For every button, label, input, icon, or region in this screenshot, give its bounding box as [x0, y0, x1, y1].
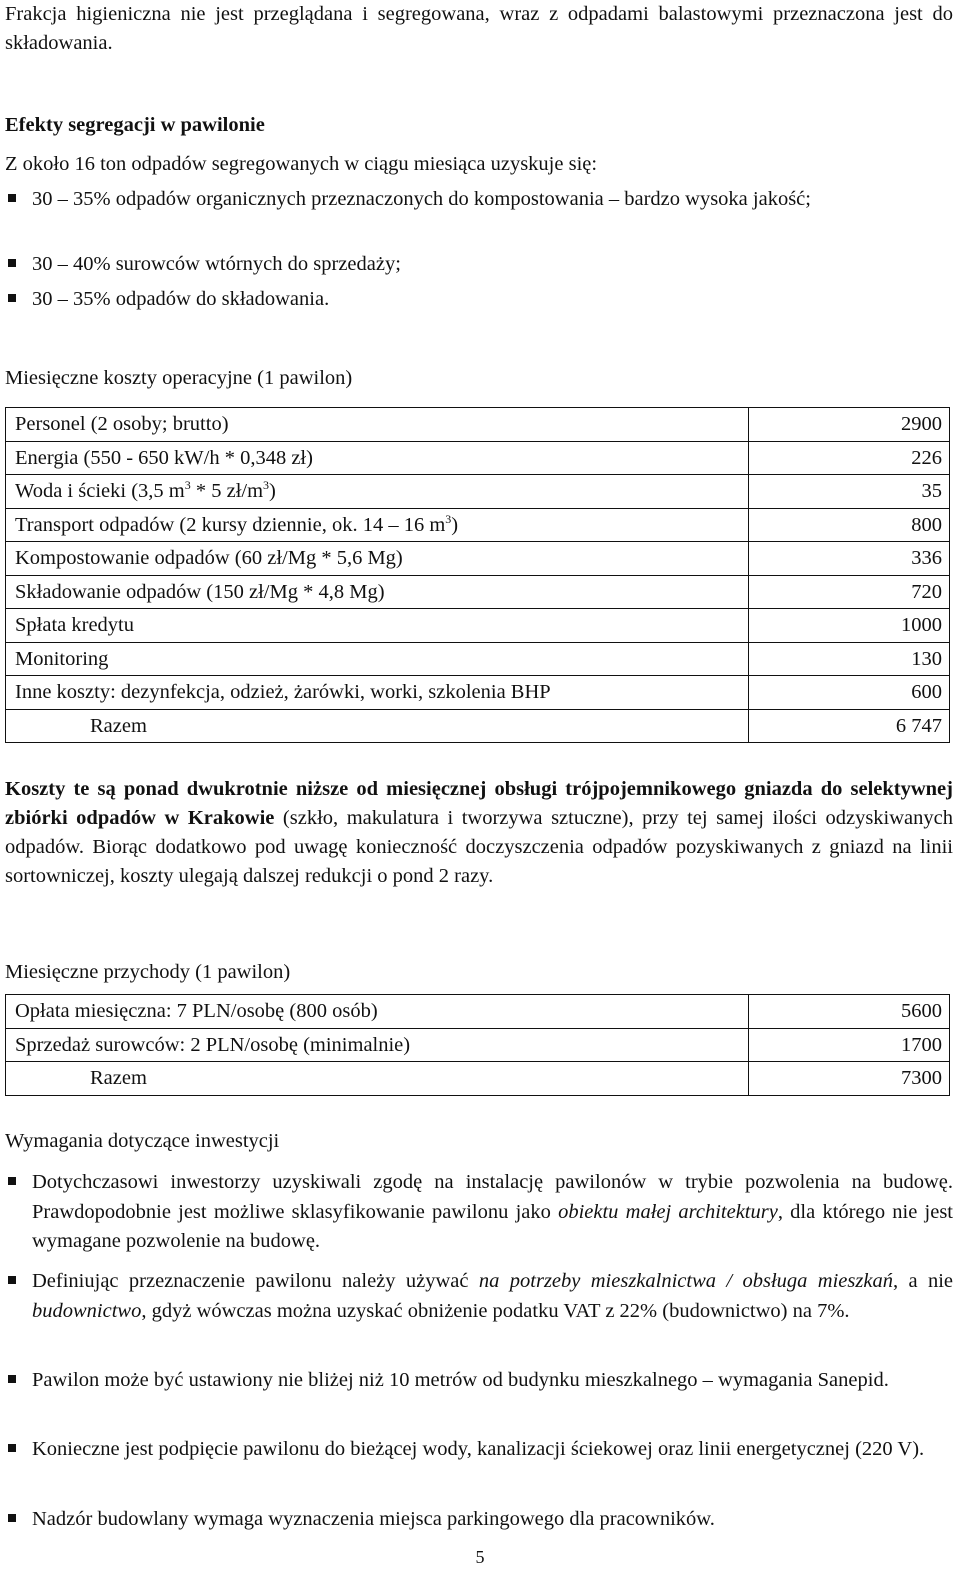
requirement-item-distance: Pawilon może być ustawiony nie bliżej niż 10 metrów od budynku mieszkalnego – wymagania Sanepid. [5, 1366, 953, 1396]
segregation-item-organic: 30 – 35% odpadów organicznych przeznaczonych do kompostowania – bardzo wysoka jakość; [5, 185, 953, 215]
cost-label: Monitoring [6, 642, 749, 676]
cost-label: Składowanie odpadów (150 zł/Mg * 4,8 Mg) [6, 575, 749, 609]
revenue-total-value: 7300 [749, 1062, 950, 1096]
table-row [6, 995, 950, 1029]
cost-label: Woda i ścieki (3,5 $m^3 * 5$ $zł/m^3$) [6, 475, 749, 509]
table-row [6, 609, 950, 643]
square-bullet-icon [8, 1276, 16, 1284]
requirement-item-utilities: Konieczne jest podpięcie pawilonu do bieżącej wody, kanalizacji ściekowej oraz linii energetycznej (220 V). [5, 1435, 953, 1465]
requirement-item-parking: Nadzór budowlany wymaga wyznaczenia miejsca parkingowego dla pracowników. [5, 1505, 953, 1535]
segregation-item-landfill: 30 – 35% odpadów do składowania. [5, 285, 953, 315]
cost-value: 130 [749, 642, 950, 676]
requirement-item-purpose: Definiując przeznaczenie pawilonu należy używać na potrzeby mieszkalnictwa / obsługa mieszkań, a nie budownictwo, gdyż wówczas można uzyskać obniżenie podatku VAT z 22% (budownictwo) na 7%. [5, 1267, 953, 1326]
cost-label: Personel (2 osoby; brutto) [6, 408, 749, 442]
table-row [6, 676, 950, 710]
revenue-total-label: Razem [6, 1062, 749, 1096]
intro-paragraph: Frakcja higieniczna nie jest przeglądana i segregowana, wraz z odpadami balastowymi przeznaczona jest do składowania. [5, 3, 953, 54]
requirements-heading: Wymagania dotyczące inwestycji [5, 1130, 280, 1152]
table-row-total [6, 1062, 950, 1096]
revenue-label: Sprzedaż surowców: 2 PLN/osobę (minimalnie) [6, 1028, 749, 1062]
cost-label: Energia (550 - 650 kW/h * 0,348 zł) [6, 441, 749, 475]
cost-label: Spłata kredytu [6, 609, 749, 643]
table-row-total [6, 709, 950, 743]
cost-value: 1000 [749, 609, 950, 643]
cost-total-label: Razem [6, 709, 749, 743]
cost-total-value: 6 747 [749, 709, 950, 743]
square-bullet-icon [8, 1444, 16, 1452]
segregation-lead: Z około 16 ton odpadów segregowanych w ciągu miesiąca uzyskuje się: [5, 153, 598, 175]
comparison-paragraph: Koszty te są ponad dwukrotnie niższe od miesięcznej obsługi trójpojemnikowego gniazda do selektywnej zbiórki odpadów w Krakowie (szkło, makulatura i tworzywa sztuczne), przy tej samej ilości odzyskiwanych odpadów. Biorąc dodatkowo pod uwagę konieczność doczyszczenia odpadów pozyskiwanych z gniazd na linii sortowniczej, koszty ulegają dalszej redukcji o pond 2 razy. [5, 778, 953, 887]
cost-value: 600 [749, 676, 950, 710]
square-bullet-icon [8, 1177, 16, 1185]
revenue-label: Opłata miesięczna: 7 PLN/osobę (800 osób) [6, 995, 749, 1029]
table-row [6, 408, 950, 442]
segregation-heading: Efekty segregacji w pawilonie [5, 114, 265, 136]
page-number: 5 [475, 1547, 485, 1567]
revenue-value: 1700 [749, 1028, 950, 1062]
square-bullet-icon [8, 259, 16, 267]
table-row [6, 475, 950, 509]
cost-value: 2900 [749, 408, 950, 442]
requirement-item-permit: Dotychczasowi inwestorzy uzyskiwali zgodę na instalację pawilonów w trybie pozwolenia na budowę. Prawdopodobnie jest możliwe sklasyfikowanie pawilonu jako obiektu małej architektury, dla którego nie jest wymagane pozwolenie na budowę. [5, 1168, 953, 1257]
table-row [6, 542, 950, 576]
table-row [6, 508, 950, 542]
table-row [6, 575, 950, 609]
cost-label: Kompostowanie odpadów (60 zł/Mg * 5,6 Mg) [6, 542, 749, 576]
segregation-item-recyclables: 30 – 40% surowców wtórnych do sprzedaży; [5, 250, 953, 280]
cost-value: 226 [749, 441, 950, 475]
cost-value: 800 [749, 508, 950, 542]
cost-value: 336 [749, 542, 950, 576]
cost-value: 35 [749, 475, 950, 509]
revenue-value: 5600 [749, 995, 950, 1029]
square-bullet-icon [8, 1375, 16, 1383]
square-bullet-icon [8, 194, 16, 202]
costs-table [5, 407, 950, 743]
square-bullet-icon [8, 1514, 16, 1522]
square-bullet-icon [8, 294, 16, 302]
cost-value: 720 [749, 575, 950, 609]
costs-heading: Miesięczne koszty operacyjne (1 pawilon) [5, 367, 353, 389]
table-row [6, 642, 950, 676]
cost-label: Inne koszty: dezynfekcja, odzież, żarówki, worki, szkolenia BHP [6, 676, 749, 710]
revenue-table [5, 994, 950, 1096]
revenue-heading: Miesięczne przychody (1 pawilon) [5, 961, 291, 983]
table-row [6, 441, 950, 475]
table-row [6, 1028, 950, 1062]
cost-label: Transport odpadów (2 kursy dziennie, ok. 14 – 16 $m^3$) [6, 508, 749, 542]
